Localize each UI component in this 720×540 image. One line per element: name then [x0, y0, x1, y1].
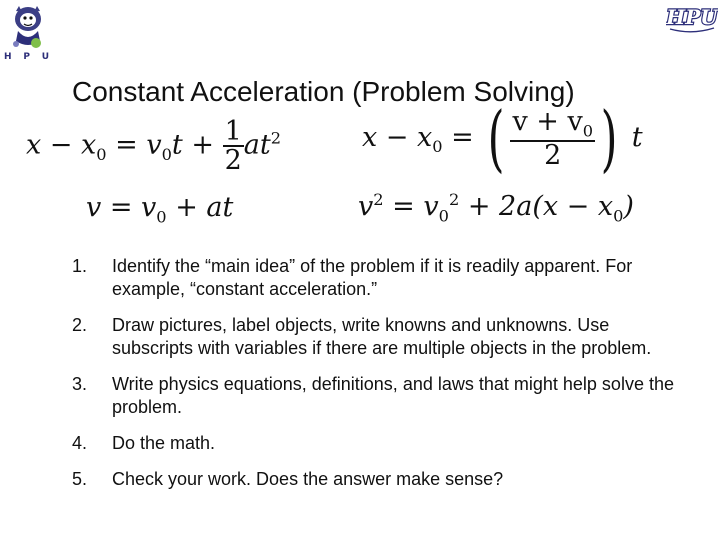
step-item: [72, 468, 682, 491]
logo-letter-p: P: [23, 52, 31, 62]
step-number: 4.: [72, 433, 88, 453]
step-text: Identify the “main idea” of the problem if it is readily apparent. For example, “constant acceleration.”: [112, 256, 633, 299]
hpu-wordmark-text: HPU: [666, 5, 718, 29]
step-number: 1.: [72, 256, 88, 276]
logo-letter-h: H: [4, 52, 13, 62]
step-text: Check your work. Does the answer make sense?: [112, 469, 504, 489]
step-text: Write physics equations, definitions, and laws that might help solve the problem.: [112, 374, 674, 417]
step-number: 2.: [72, 315, 88, 335]
equation-velocity-time: $v = v_0$ + at: [86, 192, 234, 227]
step-item: [72, 314, 682, 360]
hpu-wordmark-logo: [666, 2, 718, 36]
equation-position-average-velocity: $x - x_0$ = ( $\frac{v + v_0}{2}$ ) t: [362, 95, 643, 180]
step-item: [72, 373, 682, 419]
step-item: [72, 432, 682, 455]
step-item: [72, 255, 682, 301]
step-text: Do the math.: [112, 433, 216, 453]
equation-position-time: $x - x_0 = v_0t$ + $\frac{1}{2}$ $at^2$: [26, 116, 282, 176]
problem-solving-steps: [72, 255, 682, 504]
step-text: Draw pictures, label objects, write knowns and unknowns. Use subscripts with variables if there are multiple objects in the problem.: [112, 315, 652, 358]
equation-velocity-squared: $v^2 = v_0^2 + 2a(x - x_0)$: [358, 190, 634, 226]
step-number: 5.: [72, 469, 88, 489]
step-number: 3.: [72, 374, 88, 394]
logo-letter-u: U: [41, 52, 50, 62]
page-title: Constant Acceleration (Problem Solving): [72, 76, 575, 107]
hpu-letters: [4, 52, 50, 62]
